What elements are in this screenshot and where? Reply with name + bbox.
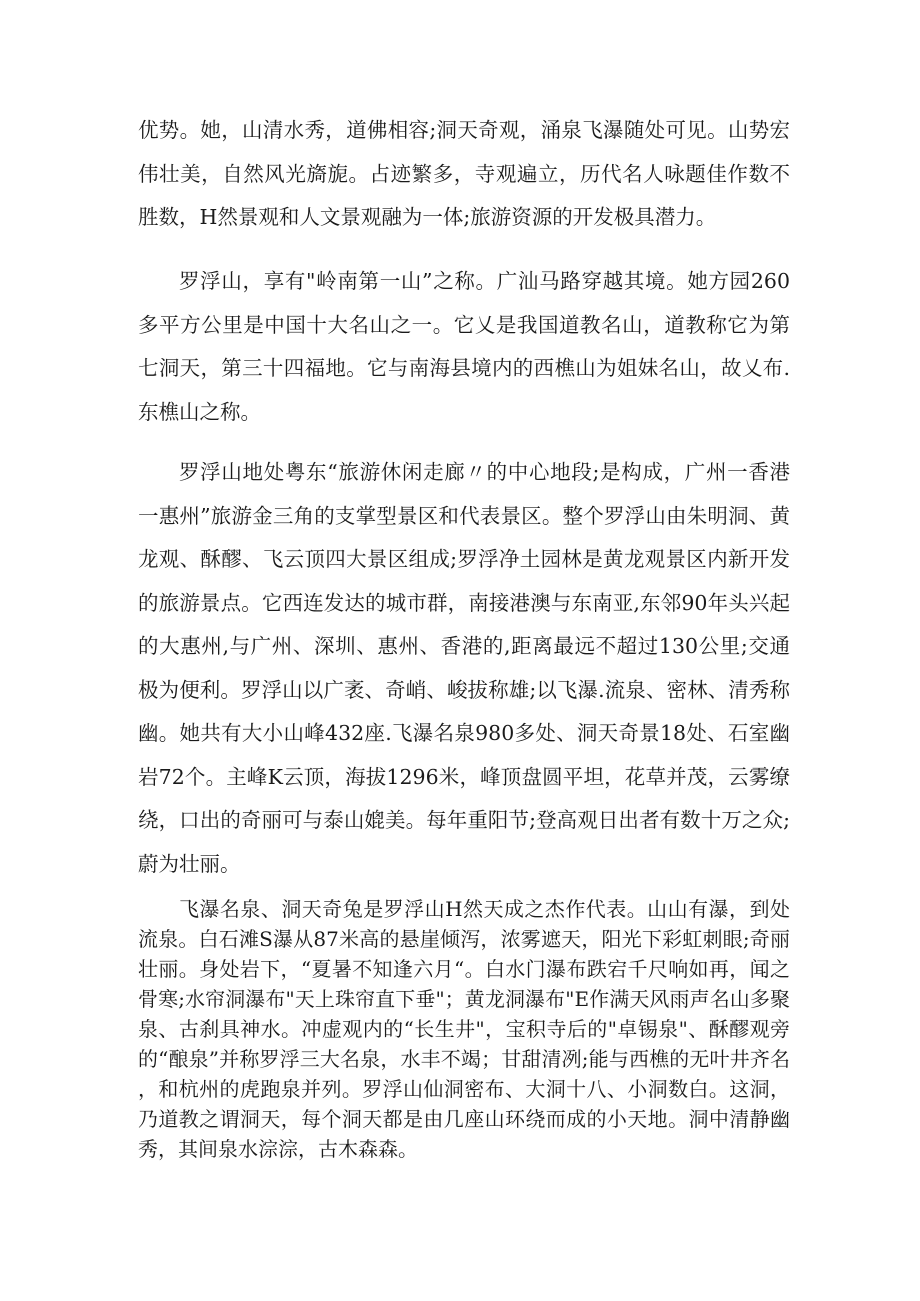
paragraph-4: 飞瀑名泉、洞天奇兔是罗浮山H然天成之杰作代表。山山有瀑，到处流泉。白石滩S瀑从87米高的悬崖倾泻，浓雾遮天，阳光下彩虹刺眼;奇丽壮丽。身处岩下，“夏暑不知逢六月“。白水门瀑布跌宕千尺响如再，闻之骨寒;水帘洞瀑布"天上珠帘直下垂"；黄龙洞瀑布"E作满天风雨声名山多聚泉、古刹具神水。冲虚观内的“长生井"，宝积寺后的"卓锡泉"、酥醪观旁的“酿泉”并称罗浮三大名泉，水丰不竭；甘甜清冽;能与西樵的无叶井齐名，和杭州的虎跑泉并列。罗浮山仙洞密布、大洞十八、小洞数白。这洞，乃道教之谓洞天，每个洞天都是由几座山环绕而成的小天地。洞中清静幽秀，其间泉水淙淙，古木森森。 xyxy=(138,897,790,1161)
paragraph-3: 罗浮山地处粤东“旅游休闲走廊〃的中心地段;是构成，广州一香港一惠州”旅游金三角的支掌型景区和代表景区。整个罗浮山由朱明洞、黄龙观、酥醪、飞云顶四大景区组成;罗浮净土园林是黄龙观景区内新开发的旅游景点。它西连发达的城市群，南接港澳与东南亚,东邻90年头兴起的大惠州,与广州、深圳、惠州、香港的,距离最远不超过130公里;交通极为便利。罗浮山以广袤、奇峭、峻拔称雄;以飞瀑.流泉、密林、清秀称幽。她共有大小山峰432座.飞瀑名泉980多处、洞天奇景18处、石室幽岩72个。主峰K云顶，海拔1296米，峰顶盘圆平坦，花草并茂，云雾缭绕，口出的奇丽可与泰山媲美。每年重阳节;登高观日出者有数十万之众;蔚为壮丽。 xyxy=(138,460,790,876)
paragraph-2: 罗浮山，享有"岭南第一山”之称。广汕马路穿越其境。她方园260多平方公里是中国十大名山之一。它乂是我国道教名山，道教称它为第七洞天，第三十四福地。它与南海县境内的西樵山为姐妹名山，故乂布.东樵山之称。 xyxy=(138,269,790,424)
paragraph-1: 优势。她，山清水秀，道佛相容;洞天奇观，涌泉飞瀑随处可见。山势宏伟壮美，自然风光旖旎。占迹繁多，寺观遍立，历代名人咏题佳作数不胜数，H然景观和人文景观融为一体;旅游资源的开发极具潜力。 xyxy=(138,118,790,229)
